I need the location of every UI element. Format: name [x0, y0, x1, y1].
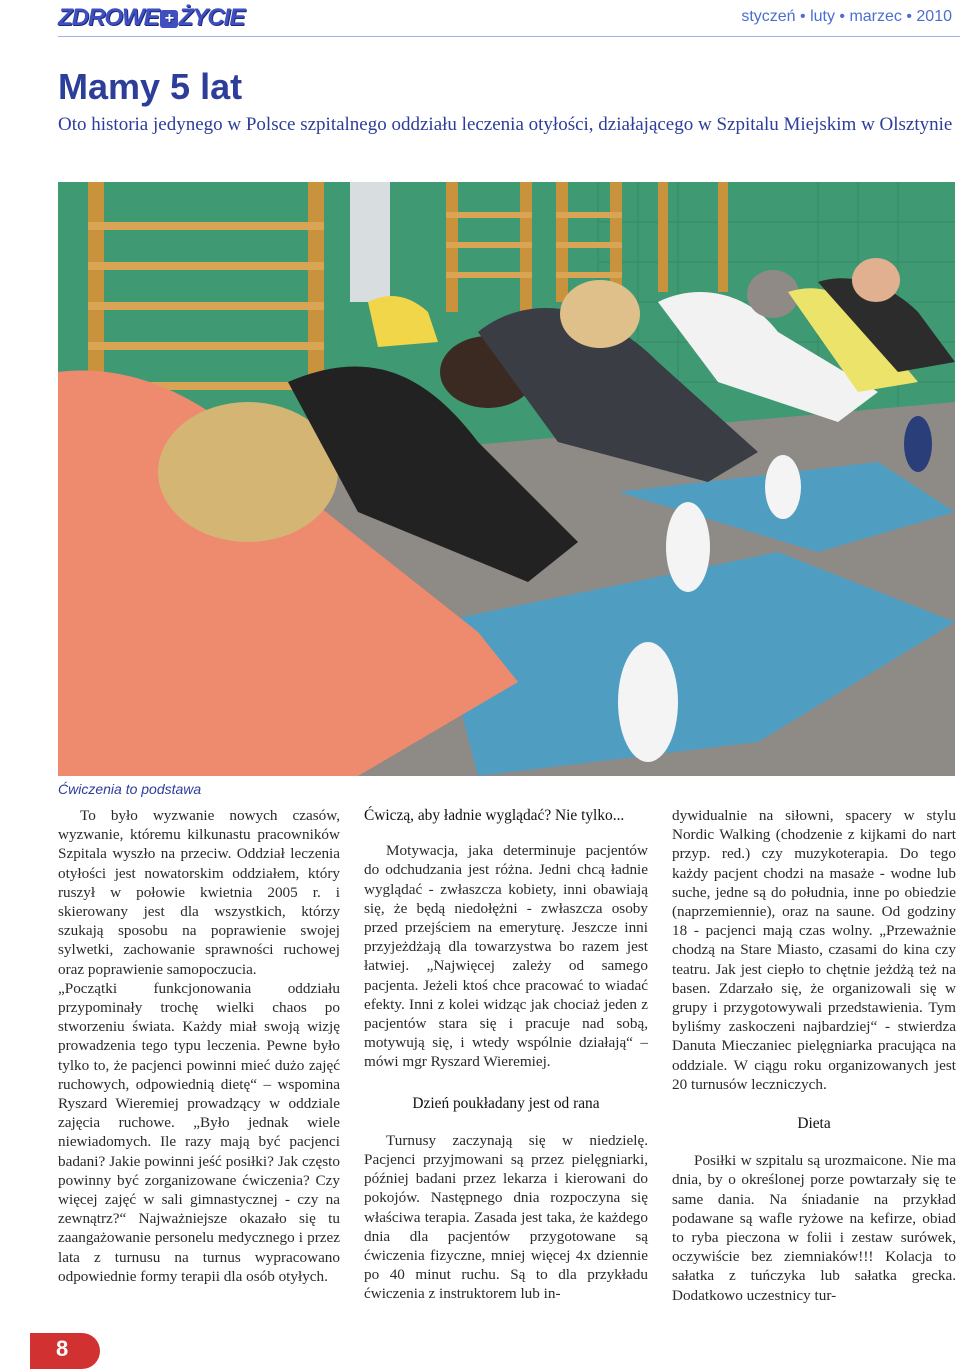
issue-date: styczeń • luty • marzec • 2010 — [741, 8, 952, 25]
section-heading: Dzień poukładany jest od rana — [412, 1094, 600, 1112]
paragraph: Motywacja, jaka determinuje pacjentów do odchudzania jest różna. Jedni chcą ładnie wyglądać - zwłaszcza kobiety, inni obawiają się, że będą niedołężni - zwłaszcza osoby przed przejściem na emeryturę. Jeszcze inni przyjeżdżają dla towarzystwa bo razem jest łatwiej. „Najwięcej zależy od samego pacjenta. Jeżeli ktoś chce pracować to wiadać efekty. Inni z kolei widząc jak chociaż jeden z pacjentów stara się i pracuje nad sobą, motywują się, i wtedy wspólnie działają“ – mówi mgr Ryszard Wieremiej. — [364, 842, 648, 1071]
page-number: 8 — [56, 1336, 69, 1361]
section-heading: Dieta — [797, 1115, 831, 1133]
magazine-logo: ZDROWE + ŻYCIE — [58, 4, 245, 31]
paragraph: To było wyzwanie nowych czasów, wyzwanie, któremu kilkunastu pracowników Szpitala wyszło na przeciw. Oddział leczenia otyłości jest nowatorskim oddziałem, który ruszył w połowie kwietnia 2005 r. i skierowany jest dla wszystkich, którzy szukają sposobu na poprawienie swojej sylwetki, zachowanie sprawności ruchowej oraz poprawienie samopoczucia. — [58, 807, 340, 978]
photo-caption: Ćwiczenia to podstawa — [58, 781, 202, 797]
header-divider — [58, 36, 960, 37]
plus-icon: + — [160, 10, 178, 28]
section-heading: Ćwiczą, aby ładnie wyglądać? Nie tylko... — [364, 807, 625, 824]
article-lead: Oto historia jedynego w Polsce szpitalnego oddziału leczenia otyłości, działającego w Szpitalu Miejskim w Olsztynie — [58, 114, 953, 135]
column-3 — [672, 806, 956, 1305]
paragraph: dywidualnie na siłowni, spacery w stylu Nordic Walking (chodzenie z kijkami do nart przyp. red.) czy muzykoterapia. Do tego każdy pacjent chodzi na masaże - wodne lub suche, jedne są do południa, inne po obiedzie (naprzemiennie), oraz na saune. Od godziny 18 - pacjenci mają czas wolny. „Przeważnie chodzą na Stare Miasto, czasami do kina czy teatru. Jak jest ciepło to chętnie jeżdżą też na basen. Zdarzało się, że organizowali się w grupy i przygotowywali przedstawienia. Tym byliśmy zaskoczeni najbardziej“ - stwierdza Danuta Mieczaniec pielęgniarka pracująca na oddziale. W ciągu roku organizowanych jest 20 turnusów leczniczych. — [672, 807, 956, 1093]
paragraph: Turnusy zaczynają się w niedzielę. Pacjenci przyjmowani są przez pielęgniarki, później badani przez lekarza i kierowani do pokojów. Następnego dnia rozpoczyna się właściwa terapia. Zasada jest taka, że każdego dnia dla pacjentów przygotowane są ćwiczenia fizyczne, mniej więcej 4x dziennie po 40 minut ruchu. Są to dla przykładu ćwiczenia z instruktorem lub in- — [364, 1131, 648, 1303]
column-2 — [364, 806, 648, 1304]
paragraph: „Początki funkcjonowania oddziału przypominały trochę wielki chaos po stworzeniu świata. Każdy miał swoją wizję prowadzenia tego typu leczenia. Pewne było tylko to, że pacjenci powinni mieć dużo zajęć ruchowych, odpowiednią dietę“ – wspomina Ryszard Wieremiej prowadzący w oddziale zajęcia ruchowe. „Było jednak wiele niewiadomych. Ile razy mają być pacjenci badani? Jakie powinni jeść posiłki? Jak często powinny być zorganizowane ćwiczenia? Czy więcej zajęć w sali gimnastycznej - czy na zewnątrz?“ Najważniejsze okazało się tu zaangażowanie personelu medycznego i przez lata z turnusu na turnus wypracowano odpowiednie formy terapii dla osób otyłych. — [58, 979, 340, 1285]
article-title: Mamy 5 lat — [58, 66, 243, 107]
paragraph: Posiłki w szpitalu są urozmaicone. Nie ma dnia, by o określonej porze powtarzały się te same dania. Na śniadanie na przykład podawane są wafle ryżowe na kefirze, obiad to ryba pieczona w folii i zestaw surówek, oczywiście bez ziemniaków!!! Kolacja to sałatka z tuńczyka lub sałatka grecka. Dodatkowo uczestnicy tur- — [672, 1152, 956, 1304]
column-1 — [58, 806, 340, 1286]
exercise-photo — [58, 182, 955, 776]
